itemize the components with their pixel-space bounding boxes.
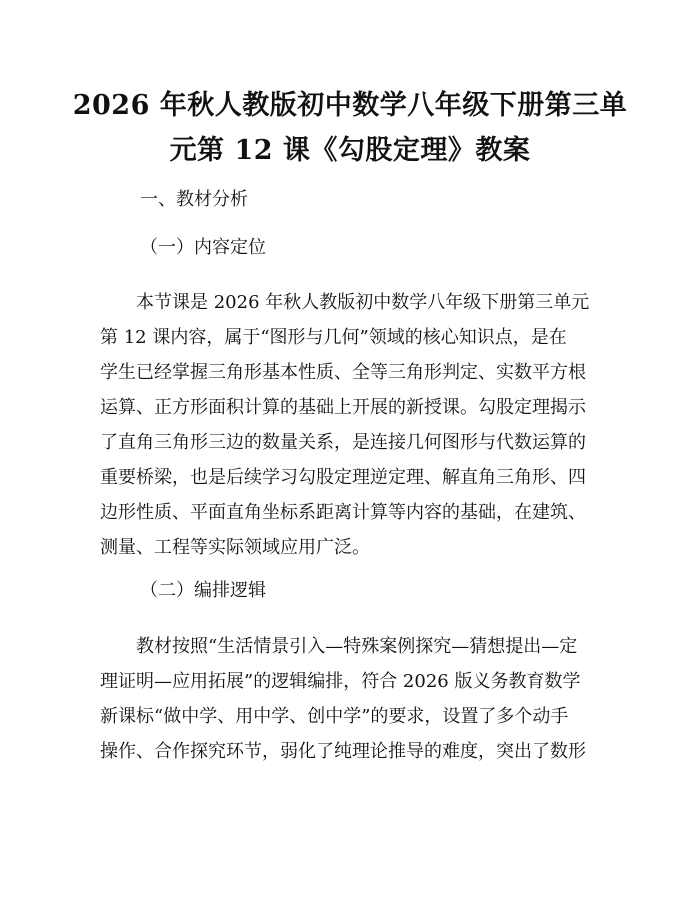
document-title-line-2: 元第 12 课《勾股定理》教案 bbox=[169, 135, 531, 166]
section-heading-textbook-analysis: 一、教材分析 bbox=[140, 189, 248, 210]
document-title-line-1: 2026 年秋人教版初中数学八年级下册第三单 bbox=[72, 90, 628, 121]
paragraph-arrangement-logic: 教材按照“生活情景引入—特殊案例探究—猜想提出—定 理证明—应用拓展”的逻辑编排，符合 2026 版义务教育数学 新课标“做中学、用中学、创中学”的要求，设置了多个动手 操作、合作探究环节，弱化了纯理论推导的难度，突出了数形 bbox=[100, 636, 586, 762]
paragraph-content-positioning: 本节课是 2026 年秋人教版初中数学八年级下册第三单元 第 12 课内容，属于“图形与几何”领域的核心知识点，是在 学生已经掌握三角形基本性质、全等三角形判定、实数平方根 运算、正方形面积计算的基础上开展的新授课。勾股定理揭示 了直角三角形三边的数量关系，是连接几何图形与代数运算的 重要桥梁，也是后续学习勾股定理逆定理、解直角三角形、四 边形性质、平面直角坐标系距离计算等内容的基础，在建筑、 测量、工程等实际领域应用广泛。 bbox=[100, 292, 590, 558]
subsection-heading-content-positioning: （一）内容定位 bbox=[140, 237, 266, 258]
subsection-heading-arrangement-logic: （二）编排逻辑 bbox=[140, 580, 266, 601]
